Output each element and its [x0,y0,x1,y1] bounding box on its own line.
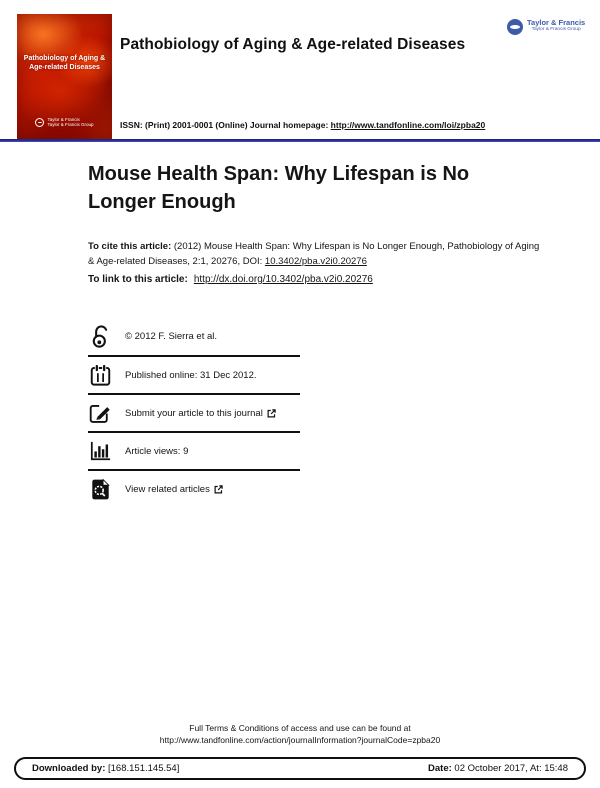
submit-article-link[interactable]: Submit your article to this journal [125,407,263,419]
external-link-icon [267,409,276,418]
cover-publisher-logo [17,117,112,127]
article-info-rows [88,317,300,507]
citation-block [88,240,548,269]
cite-text: (2012) Mouse Health Span: Why Lifespan is No Longer Enough, Pathobiology of Aging & Age-related Diseases, 2:1, 20276, DOI: [88,241,540,267]
copyright-row [88,317,300,355]
article-views-row [88,431,300,469]
cover-title-line1: Pathobiology of Aging & [23,55,106,62]
download-date-value: 02 October 2017, At: 15:48 [451,763,568,774]
terms-line1: Full Terms & Conditions of access and use can be found at [189,723,411,733]
taylor-francis-icon [35,118,44,127]
downloaded-by-label: Downloaded by: [32,763,106,774]
article-link-line [88,274,373,285]
download-date [428,763,568,774]
calendar-icon [88,364,112,386]
external-link-icon [214,485,223,494]
article-views-icon [88,441,112,461]
cover-logo-text: Taylor & Francis Taylor & Francis Group [47,117,94,127]
article-doi-link[interactable]: http://dx.doi.org/10.3402/pba.v2i0.20276 [193,274,373,285]
published-online-row [88,355,300,393]
submit-article-icon [88,403,112,424]
cite-label: To cite this article: [88,241,172,252]
publisher-logo [507,19,585,35]
downloaded-by [32,763,179,774]
article-title: Mouse Health Span: Why Lifespan is No Longer Enough [88,163,470,213]
published-online-text: Published online: 31 Dec 2012. [125,369,257,381]
terms-url[interactable]: http://www.tandfonline.com/action/journalInformation?journalCode=zpba20 [159,735,441,745]
publisher-subtext: Taylor & Francis Group [531,27,581,32]
taylor-francis-icon [507,19,523,35]
issn-label: ISSN: (Print) 2001-0001 (Online) Journal homepage: [120,120,331,130]
journal-title: Pathobiology of Aging & Age-related Diseases [120,36,466,53]
submit-article-row[interactable] [88,393,300,431]
article-views-text: Article views: 9 [125,445,189,457]
related-articles-row[interactable] [88,469,300,507]
cover-title [17,54,112,72]
publisher-name: Taylor & Francis [527,18,586,27]
link-label: To link to this article: [88,274,188,285]
cover-title-line2: Age-related Diseases [29,64,100,71]
journal-cover-image [17,14,112,139]
download-info-bar [14,757,586,780]
terms-notice [0,722,600,746]
download-date-label: Date: [428,763,452,774]
header-divider [0,139,600,142]
copyright-text: © 2012 F. Sierra et al. [125,330,218,342]
issn-line [120,120,485,130]
cite-doi-link[interactable]: 10.3402/pba.v2i0.20276 [264,255,367,267]
related-articles-icon [88,479,112,500]
related-articles-link[interactable]: View related articles [125,483,210,495]
journal-homepage-link[interactable]: http://www.tandfonline.com/loi/zpba20 [330,120,486,130]
open-access-icon [88,324,112,348]
downloaded-by-value: [168.151.145.54] [105,763,180,774]
